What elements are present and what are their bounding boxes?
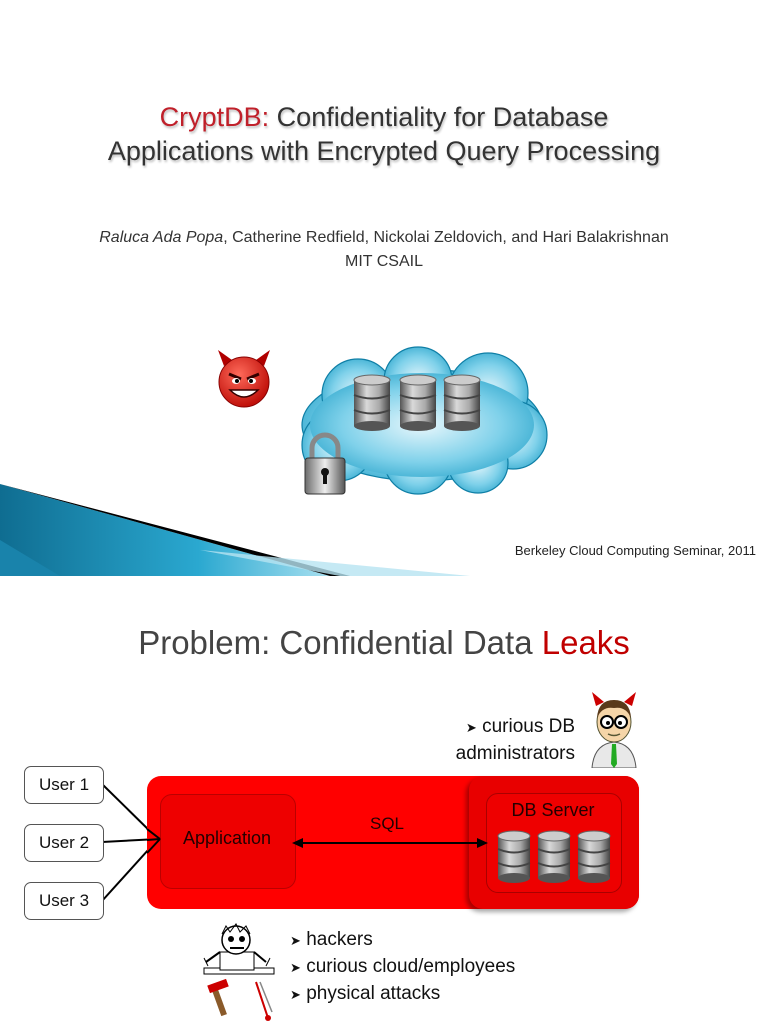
threat-hackers: hackers: [306, 929, 373, 950]
admin-line2: administrators: [455, 743, 575, 764]
bullet-arrow-icon: ➤: [465, 720, 477, 735]
title-line2: Applications with Encrypted Query Processing: [107, 136, 661, 166]
bullet-arrow-icon: ➤: [290, 933, 301, 948]
slide-separator: [0, 576, 768, 596]
problem-slide: [0, 596, 768, 1024]
user-1-box: User 1: [24, 766, 104, 804]
user-3-box: User 3: [24, 882, 104, 920]
threat-item: [290, 927, 515, 954]
threat-curious-cloud: curious cloud/employees: [306, 956, 516, 977]
title-rest: Confidentiality for Database: [269, 102, 609, 132]
bullet-arrow-icon: ➤: [290, 960, 301, 975]
hacker-icon: [196, 922, 282, 1022]
threat-physical: physical attacks: [306, 983, 441, 1004]
bullet-arrow-icon: ➤: [290, 987, 301, 1002]
author-block: [0, 226, 768, 274]
sql-label: SQL: [370, 814, 405, 833]
decorative-swoosh: [0, 480, 480, 576]
co-authors: , Catherine Redfield, Nickolai Zeldovich, and Hari Balakrishnan: [223, 229, 669, 246]
threat-item: [290, 954, 515, 981]
title-plain: Problem: Confidential Data: [138, 624, 542, 661]
footer-text: Berkeley Cloud Computing Seminar, 2011: [514, 543, 756, 558]
title-accent: Leaks: [541, 624, 630, 661]
threat-list: [290, 927, 515, 1008]
database-icon: [352, 374, 482, 432]
db-server-label: DB Server: [511, 800, 595, 820]
affiliation: MIT CSAIL: [345, 253, 423, 270]
database-icon: [496, 830, 612, 884]
threat-item: [290, 981, 515, 1008]
application-label: Application: [182, 828, 272, 848]
lead-author: Raluca Ada Popa: [99, 229, 224, 246]
user-2-box: User 2: [24, 824, 104, 862]
devil-smiley-icon: [214, 348, 274, 410]
admin-line1: curious DB: [482, 716, 575, 737]
title-accent: CryptDB:: [159, 102, 270, 132]
slide-title: [0, 100, 768, 168]
